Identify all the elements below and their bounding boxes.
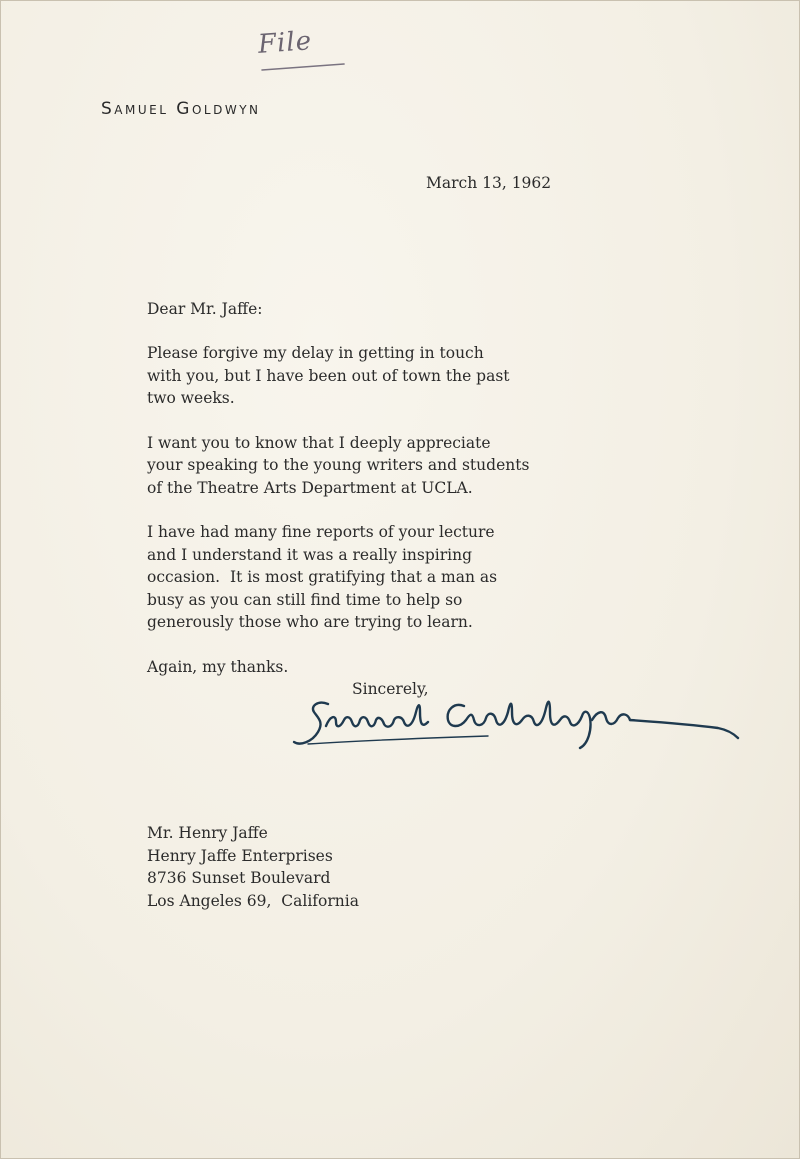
body-line: your speaking to the young writers and students [147,456,530,474]
body-line: occasion. It is most gratifying that a man as [147,568,498,586]
letter-date: March 13, 1962 [426,174,552,192]
letterhead: Samuel Goldwyn [101,99,261,119]
body-line: Please forgive my delay in getting in touch [147,344,484,362]
address-line: Los Angeles 69, California [147,891,359,910]
recipient-address [147,822,359,912]
file-annotation [248,26,348,86]
paragraph-2 [147,432,667,500]
letter-body [147,342,667,700]
body-line: I want you to know that I deeply appreciate [147,433,491,452]
body-line: with you, but I have been out of town the past [147,366,510,385]
body-line: busy as you can still find time to help so [147,590,463,609]
body-line: and I understand it was a really inspiring [147,545,472,564]
file-mark-underline [248,26,348,86]
address-line: Mr. Henry Jaffe [147,824,268,842]
paragraph-4 [147,656,667,679]
body-line: I have had many fine reports of your lecture [147,523,495,541]
body-line: of the Theatre Arts Department at UCLA. [147,478,473,497]
handwritten-signature [288,682,748,762]
address-line: Henry Jaffe Enterprises [147,846,333,865]
salutation: Dear Mr. Jaffe: [147,300,263,318]
body-line: Again, my thanks. [147,657,289,676]
address-line: 8736 Sunset Boulevard [147,869,331,887]
paragraph-3 [147,521,667,634]
closing: Sincerely, [352,680,429,698]
body-line: two weeks. [147,389,235,407]
file-mark-text: File [257,26,314,60]
body-line: generously those who are trying to learn. [147,613,473,631]
paragraph-1 [147,342,667,410]
